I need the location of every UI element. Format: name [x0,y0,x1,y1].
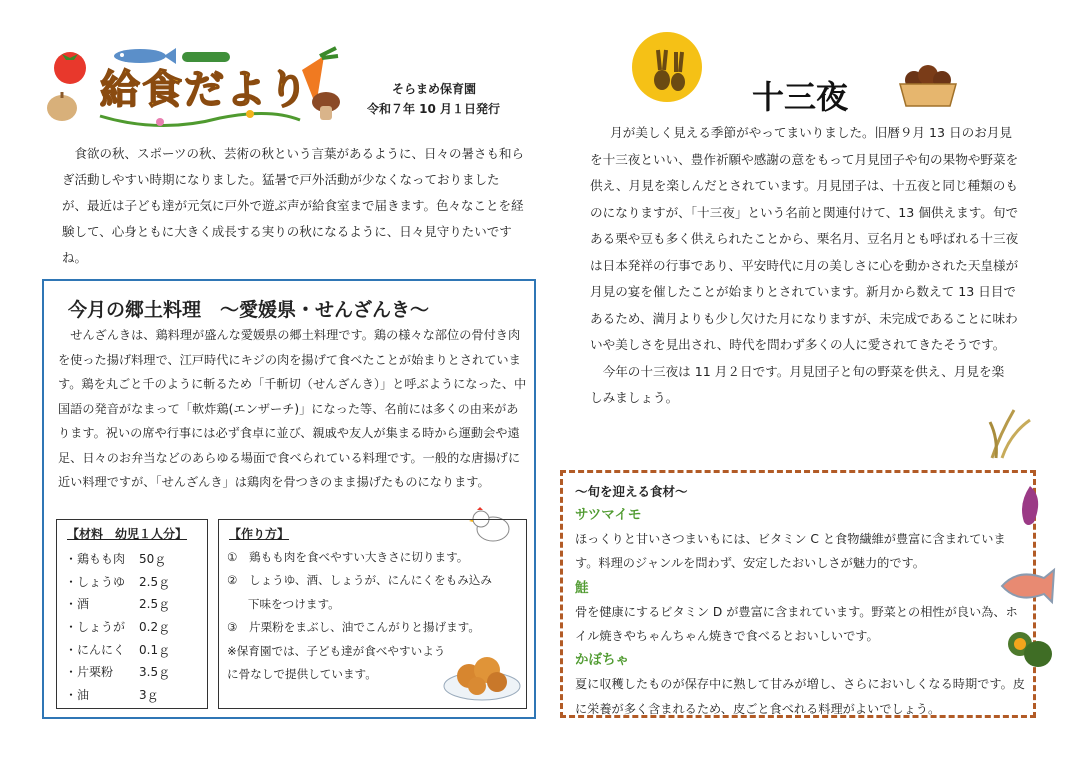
tomato-icon [54,52,86,84]
seasonal-item-name: 鮭 [575,579,589,596]
issue-date: 令和７年 10 月１日発行 [367,102,501,116]
ingredient-item: ・しょうゆ 2.5ｇ [65,574,171,589]
seasonal-item-name: かぼちゃ [575,652,629,669]
ingredient-item: ・油 3ｇ [65,688,159,703]
salmon-icon [998,566,1056,606]
pumpkin-icon [1004,628,1054,670]
jusanya-paragraph-2: 今年の十三夜は 11 月２日です。月見団子と旬の野菜を供え、月見を楽しみましょう。 [590,363,1005,405]
ingredient-item: ・しょうが 0.2ｇ [65,620,171,635]
ingredient-item: ・鶏もも肉 50ｇ [65,552,167,566]
method-title: 【作り方】 [229,527,290,541]
local-dish-title: 今月の郷土料理 ～愛媛県・せんざんき～ [68,299,430,321]
method-step: ③ 片栗粉をまぶし、油でこんがりと揚げます。 [227,620,480,635]
ingredient-item: ・片栗粉 3.5ｇ [65,665,171,680]
ingredient-item: ・にんにく 0.1ｇ [65,642,171,657]
seasonal-title: ～旬を迎える食材～ [575,484,688,499]
method-step: ② しょうゆ、酒、しょうが、にんにくをもみ込み 下味をつけます。 [227,573,516,611]
fried-chicken-icon [441,642,523,704]
seasonal-item-text: 夏に収穫したものが保存中に熟して甘みが増し、さらにおいしくなる時期です。皮に栄養が多く含まれるため、皮ごと食べれる料理がよいでしょう。 [575,677,1025,716]
intro-paragraph: 食欲の秋、スポーツの秋、芸術の秋という言葉があるように、日々の暑さも和らぎ活動しやすい時期になりました。猛暑で戸外活動が少なくなっておりましたが、最近は子ども達が元気に戸外で遊ぶ声が給食室まで届きます。色々なことを経験して、心身ともに大きく成長する実りの秋になるように、日々見守りたいですね。 [62,146,525,265]
mushroom-icon [312,92,340,120]
method-step: ① 鶏もも肉を食べやすい大きさに切ります。 [227,550,469,564]
seasonal-list [575,503,1027,721]
jusanya-paragraph: 月が美しく見える季節がやってまいりました。旧暦９月 13 日のお月見を十三夜といい、豊作祈願や感謝の意をもって月見団子や旬の果物や野菜を供え、月見を楽しんだとされています。月見団子は、十五夜と同じ種類のものになりますが、「十三夜」という名前と関連付けて、13 個供えます。旬である栗や豆も多く供えられたことから、栗名月、豆名月とも呼ばれる十三夜は日本発祥の行事であり、平安時代に月の美しさに心を動かされた天皇様が月見の宴を催したことが始まりとされています。新月から数えて 13 日目であるため、満月よりも少し欠けた月になりますが、未完成であることに味わいや美しさを見出され、時代を問わず多くの人に愛されてきたそうです。 [590,125,1019,352]
method-box [218,519,527,709]
seasonal-item-name: サツマイモ [575,507,642,523]
method-note: ※保育園では、子ども達が食べやすいように骨なしで提供しています。 [227,643,446,682]
seasonal-ingredients-box [560,470,1036,718]
sweet-potato-icon [1016,484,1044,528]
pampas-grass-icon [984,404,1034,460]
newsletter-logo-title: 給食だより [100,67,310,113]
local-dish-paragraph: せんざんきは、鶏料理が盛んな愛媛県の郷土料理です。鶏の様々な部位の骨付き肉を使った揚げ料理で、江戸時代にキジの肉を揚げて食べたことが始まりとされています。鶏を丸ごと千のように斬るため「千斬切（せんざんき）」と呼ぶようになった、中国語の発音がなまって「軟炸鶏(エンザーチ)」になった等、名前には多くの由来があります。祝いの席や行事には必ず食卓に並び、親戚や友人が集まる時から運動会や遠足、日々のお弁当などのあらゆる場面で食べられている料理です。一般的な唐揚げに近い料理ですが、「せんざんき」は鶏肉を骨つきのまま揚げたものになります。 [58,328,527,489]
local-dish-body [58,323,528,495]
ingredients-list [65,550,170,709]
jusanya-title: 十三夜 [752,78,849,116]
local-dish-box [42,279,536,719]
seasonal-item-text: ほっくりと甘いさつまいもには、ビタミン C と食物繊維が豊富に含まれています。料理のジャンルを問わず、安定したおいしさが魅力的です。 [575,532,1006,571]
ingredients-title: 【材料 幼児１人分】 [67,527,188,541]
school-name: そらまめ保育園 [392,82,477,96]
moon-rabbits-icon [630,30,704,104]
jusanya-body [590,120,1022,412]
ingredients-box [56,519,208,709]
onion-icon [47,92,77,121]
ingredient-item: ・酒 2.5ｇ [65,597,171,612]
chestnut-basket-icon [896,60,960,110]
seasonal-item-text: 骨を健康にするビタミン D が豊富に含まれています。野菜との相性が良い為、ホイル焼きやちゃんちゃん焼きで食べるとおいしいです。 [575,604,1018,644]
